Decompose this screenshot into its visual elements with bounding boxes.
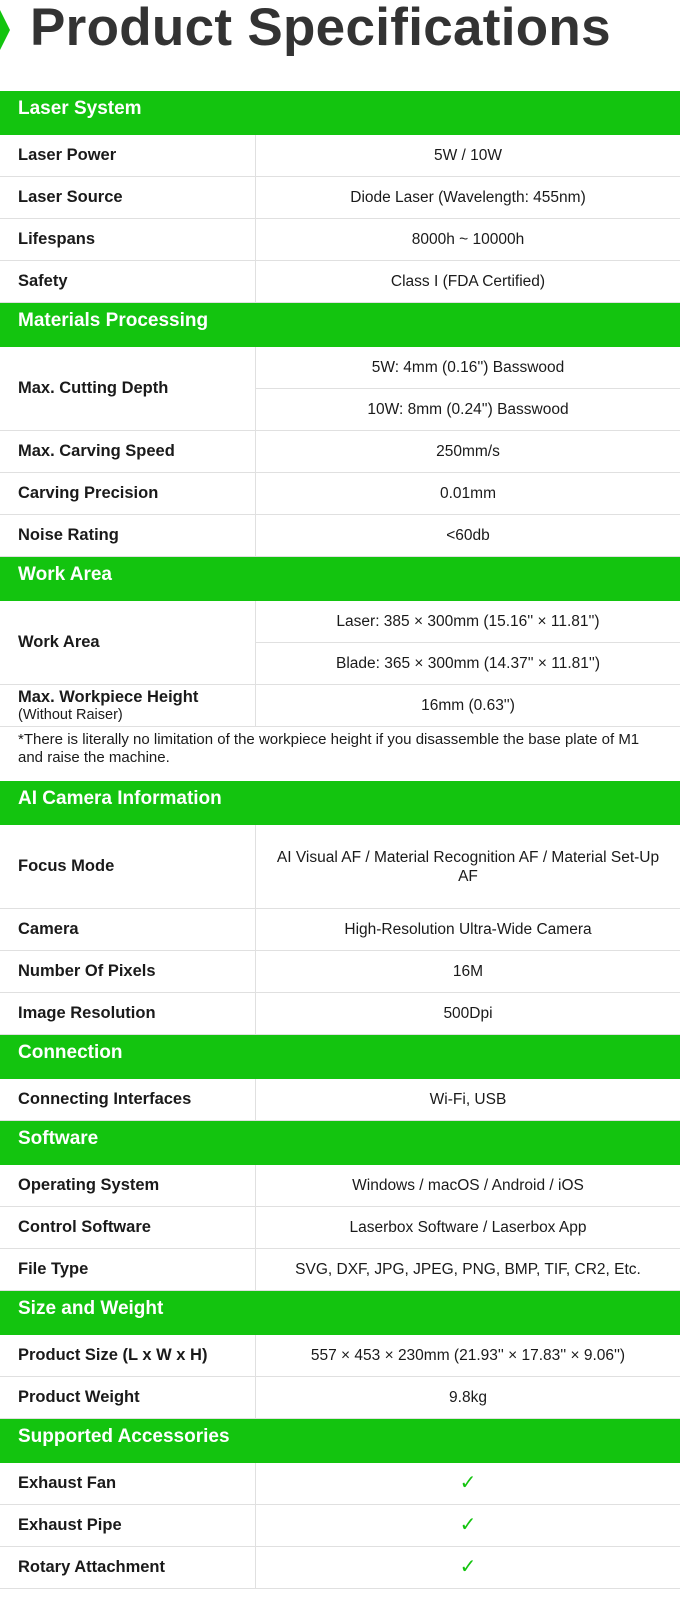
spec-values bbox=[256, 1165, 680, 1206]
spec-row-rotary-attachment bbox=[0, 1547, 680, 1589]
spec-value-text: AI Visual AF / Material Recognition AF / Material Set-Up AF bbox=[276, 848, 660, 885]
spec-row-file-type bbox=[0, 1249, 680, 1291]
spec-values bbox=[256, 1335, 680, 1376]
spec-label-text: Rotary Attachment bbox=[18, 1558, 165, 1576]
spec-label-text: Safety bbox=[18, 272, 68, 290]
spec-label bbox=[0, 261, 256, 302]
spec-value bbox=[256, 177, 680, 218]
spec-value-text: Blade: 365 × 300mm (14.37'' × 11.81'') bbox=[335, 655, 601, 672]
spec-label bbox=[0, 177, 256, 218]
spec-value-text: Diode Laser (Wavelength: 455nm) bbox=[350, 189, 586, 206]
spec-label bbox=[0, 1505, 256, 1546]
spec-value-text: 8000h ~ 10000h bbox=[411, 231, 525, 248]
spec-label-text: Image Resolution bbox=[18, 1004, 156, 1022]
spec-label-text: Max. Workpiece Height bbox=[18, 688, 199, 706]
spec-value-text: 557 × 453 × 230mm (21.93'' × 17.83'' × 9.06'') bbox=[310, 1347, 626, 1364]
section-header-work-area: Work Area bbox=[0, 557, 680, 601]
spec-label-text: Lifespans bbox=[18, 230, 96, 248]
spec-row-operating-system bbox=[0, 1165, 680, 1207]
spec-row-noise-rating bbox=[0, 515, 680, 557]
spec-values bbox=[256, 347, 680, 430]
spec-row-max-workpiece-height bbox=[0, 685, 680, 727]
spec-label bbox=[0, 1207, 256, 1248]
spec-row-exhaust-pipe bbox=[0, 1505, 680, 1547]
spec-label-text: Noise Rating bbox=[18, 526, 119, 544]
spec-label-text: Carving Precision bbox=[18, 484, 159, 502]
spec-values bbox=[256, 1079, 680, 1120]
spec-label bbox=[0, 1377, 256, 1418]
spec-row-max-carving-speed bbox=[0, 431, 680, 473]
spec-value-text: 0.01mm bbox=[440, 485, 496, 502]
spec-values bbox=[256, 473, 680, 514]
spec-value bbox=[256, 1207, 680, 1248]
spec-value bbox=[256, 1377, 680, 1418]
spec-value bbox=[256, 261, 680, 302]
footnote: *There is literally no limitation of the workpiece height if you disassemble the base plate of M1 and raise the machine. bbox=[18, 731, 640, 766]
spec-value-text: 500Dpi bbox=[443, 1005, 493, 1022]
checkmark-icon: ✓ bbox=[459, 1556, 477, 1578]
spec-value-text: 16mm (0.63'') bbox=[421, 697, 515, 714]
spec-value bbox=[256, 909, 680, 950]
checkmark-icon: ✓ bbox=[459, 1472, 477, 1494]
spec-label-text: Max. Cutting Depth bbox=[18, 379, 169, 397]
spec-value-text: 250mm/s bbox=[436, 443, 500, 460]
section-header-software: Software bbox=[0, 1121, 680, 1165]
spec-value-text: <60db bbox=[446, 527, 490, 544]
spec-label bbox=[0, 1079, 256, 1120]
spec-row-control-software bbox=[0, 1207, 680, 1249]
spec-label-text: Laser Power bbox=[18, 146, 117, 164]
spec-values bbox=[256, 135, 680, 176]
spec-label-text: Control Software bbox=[18, 1218, 151, 1236]
spec-values bbox=[256, 1547, 680, 1588]
spec-label bbox=[0, 909, 256, 950]
spec-label bbox=[0, 135, 256, 176]
spec-values bbox=[256, 177, 680, 218]
spec-value bbox=[256, 1165, 680, 1206]
spec-values bbox=[256, 601, 680, 684]
section-header-connection: Connection bbox=[0, 1035, 680, 1079]
page-header bbox=[0, 0, 680, 60]
section-header-supported-accessories: Supported Accessories bbox=[0, 1419, 680, 1463]
spec-value-text: Laser: 385 × 300mm (15.16'' × 11.81'') bbox=[336, 613, 600, 630]
spec-values bbox=[256, 825, 680, 908]
spec-label-text: Product Size (L x W x H) bbox=[18, 1346, 208, 1364]
spec-row-product-weight bbox=[0, 1377, 680, 1419]
spec-value bbox=[256, 431, 680, 472]
spec-label-text: Max. Carving Speed bbox=[18, 442, 175, 460]
spec-values bbox=[256, 515, 680, 556]
spec-label-text: Camera bbox=[18, 920, 79, 938]
spec-values bbox=[256, 909, 680, 950]
spec-values bbox=[256, 219, 680, 260]
spec-label bbox=[0, 473, 256, 514]
spec-label bbox=[0, 1547, 256, 1588]
spec-row-number-of-pixels bbox=[0, 951, 680, 993]
spec-label bbox=[0, 993, 256, 1034]
spec-value bbox=[256, 642, 680, 684]
spec-label bbox=[0, 1165, 256, 1206]
spec-value-supported bbox=[256, 1547, 680, 1588]
spec-value-text: 5W / 10W bbox=[433, 147, 503, 164]
spec-label bbox=[0, 219, 256, 260]
spec-value bbox=[256, 993, 680, 1034]
spec-value bbox=[256, 515, 680, 556]
spec-value bbox=[256, 1079, 680, 1120]
section-header-materials-processing: Materials Processing bbox=[0, 303, 680, 347]
spec-value-supported bbox=[256, 1463, 680, 1504]
section-header-size-and-weight: Size and Weight bbox=[0, 1291, 680, 1335]
spec-label-text: Connecting Interfaces bbox=[18, 1090, 192, 1108]
spec-value-text: Windows / macOS / Android / iOS bbox=[352, 1177, 584, 1194]
spec-value bbox=[256, 135, 680, 176]
spec-value-supported bbox=[256, 1505, 680, 1546]
spec-value bbox=[256, 1335, 680, 1376]
spec-row-lifespans bbox=[0, 219, 680, 261]
spec-row-laser-power bbox=[0, 135, 680, 177]
spec-value bbox=[256, 685, 680, 726]
spec-label-text: Exhaust Pipe bbox=[18, 1516, 122, 1534]
spec-value-text: 16M bbox=[452, 963, 484, 980]
spec-row-max-cutting-depth bbox=[0, 347, 680, 431]
spec-value-text: SVG, DXF, JPG, JPEG, PNG, BMP, TIF, CR2, Etc. bbox=[295, 1261, 641, 1278]
spec-row-safety bbox=[0, 261, 680, 303]
spec-value bbox=[256, 347, 680, 388]
checkmark-icon: ✓ bbox=[459, 1514, 477, 1536]
spec-label bbox=[0, 685, 256, 726]
spec-row-product-size-l-x-w-x-h bbox=[0, 1335, 680, 1377]
spec-values bbox=[256, 685, 680, 726]
spec-label-text: Product Weight bbox=[18, 1388, 140, 1406]
spec-label bbox=[0, 601, 256, 684]
spec-value bbox=[256, 473, 680, 514]
spec-label-text: Exhaust Fan bbox=[18, 1474, 117, 1492]
spec-label bbox=[0, 825, 256, 908]
spec-label-text: Number Of Pixels bbox=[18, 962, 156, 980]
spec-value bbox=[256, 219, 680, 260]
spec-value-text: 10W: 8mm (0.24'') Basswood bbox=[367, 401, 569, 418]
spec-row-carving-precision bbox=[0, 473, 680, 515]
spec-value bbox=[256, 1249, 680, 1290]
spec-value-text: 5W: 4mm (0.16'') Basswood bbox=[371, 359, 565, 376]
spec-value-text: Laserbox Software / Laserbox App bbox=[349, 1219, 587, 1236]
spec-values bbox=[256, 1249, 680, 1290]
page-title: Product Specifications bbox=[30, 0, 611, 57]
spec-value-text: Class I (FDA Certified) bbox=[390, 273, 546, 290]
spec-table bbox=[0, 91, 680, 1589]
spec-value bbox=[256, 825, 680, 908]
spec-row-camera bbox=[0, 909, 680, 951]
spec-value bbox=[256, 601, 680, 642]
spec-label-text: File Type bbox=[18, 1260, 89, 1278]
spec-label bbox=[0, 431, 256, 472]
spec-row-image-resolution bbox=[0, 993, 680, 1035]
spec-values bbox=[256, 993, 680, 1034]
spec-values bbox=[256, 431, 680, 472]
spec-label bbox=[0, 1249, 256, 1290]
spec-value-text: High-Resolution Ultra-Wide Camera bbox=[344, 921, 592, 938]
section-header-laser-system: Laser System bbox=[0, 91, 680, 135]
spec-label bbox=[0, 347, 256, 430]
spec-label-text: Operating System bbox=[18, 1176, 160, 1194]
spec-label-text: Work Area bbox=[18, 633, 100, 651]
section-header-ai-camera-information: AI Camera Information bbox=[0, 781, 680, 825]
spec-values bbox=[256, 1377, 680, 1418]
spec-value bbox=[256, 388, 680, 430]
spec-values bbox=[256, 1505, 680, 1546]
spec-values bbox=[256, 1207, 680, 1248]
spec-row-work-area bbox=[0, 601, 680, 685]
spec-label bbox=[0, 515, 256, 556]
spec-value-text: 9.8kg bbox=[449, 1389, 487, 1406]
spec-row-exhaust-fan bbox=[0, 1463, 680, 1505]
spec-label bbox=[0, 1463, 256, 1504]
spec-values bbox=[256, 1463, 680, 1504]
spec-label bbox=[0, 951, 256, 992]
spec-value-text: Wi-Fi, USB bbox=[429, 1091, 507, 1108]
title-accent-marker bbox=[0, 10, 10, 50]
spec-row-connecting-interfaces bbox=[0, 1079, 680, 1121]
spec-value bbox=[256, 951, 680, 992]
spec-values bbox=[256, 951, 680, 992]
spec-label-text: Laser Source bbox=[18, 188, 123, 206]
spec-label-text: Focus Mode bbox=[18, 857, 115, 875]
spec-label bbox=[0, 1335, 256, 1376]
spec-row-laser-source bbox=[0, 177, 680, 219]
spec-row-focus-mode bbox=[0, 825, 680, 909]
spec-values bbox=[256, 261, 680, 302]
spec-sublabel: (Without Raiser) bbox=[18, 707, 123, 723]
